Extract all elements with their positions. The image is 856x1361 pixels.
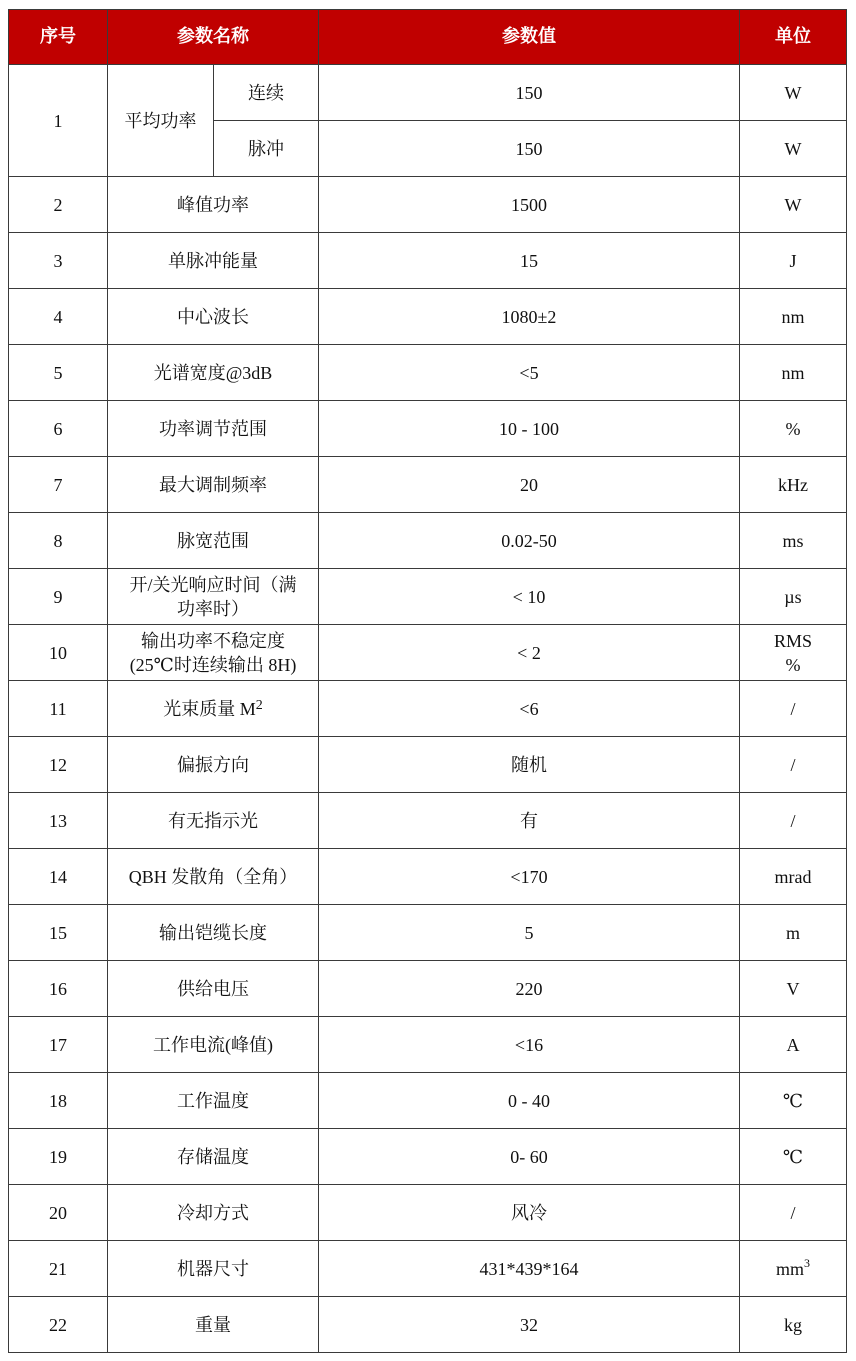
row-name: 单脉冲能量 bbox=[108, 233, 319, 289]
table-row bbox=[9, 345, 847, 401]
row-name: 峰值功率 bbox=[108, 177, 319, 233]
row-name: 输出铠缆长度 bbox=[108, 905, 319, 961]
table-row bbox=[9, 1017, 847, 1073]
row-name-line: 开/关光响应时间（满 bbox=[129, 574, 297, 595]
spec-table bbox=[8, 9, 847, 1353]
row-unit-line: RMS bbox=[773, 630, 813, 651]
row-name: 偏振方向 bbox=[108, 737, 319, 793]
table-row bbox=[9, 737, 847, 793]
row-value: 150 bbox=[319, 121, 740, 177]
row-unit: m bbox=[740, 905, 847, 961]
table-row bbox=[9, 289, 847, 345]
row-name: 重量 bbox=[108, 1297, 319, 1353]
table-row bbox=[9, 793, 847, 849]
table-row bbox=[9, 905, 847, 961]
row-unit: nm bbox=[740, 289, 847, 345]
row-unit: / bbox=[740, 1185, 847, 1241]
row-unit bbox=[740, 625, 847, 681]
row-name: 工作温度 bbox=[108, 1073, 319, 1129]
row-index: 17 bbox=[9, 1017, 108, 1073]
row-index: 5 bbox=[9, 345, 108, 401]
row-index: 12 bbox=[9, 737, 108, 793]
row-value: 1080±2 bbox=[319, 289, 740, 345]
row-name: 冷却方式 bbox=[108, 1185, 319, 1241]
row-value: 20 bbox=[319, 457, 740, 513]
row-name: 最大调制频率 bbox=[108, 457, 319, 513]
row-name: QBH 发散角（全角） bbox=[108, 849, 319, 905]
row-name-line: (25℃时连续输出 8H) bbox=[129, 654, 297, 675]
row-value: 15 bbox=[319, 233, 740, 289]
header-unit: 单位 bbox=[740, 10, 847, 65]
row-value: 10 - 100 bbox=[319, 401, 740, 457]
row-value: 有 bbox=[319, 793, 740, 849]
row-name: 存储温度 bbox=[108, 1129, 319, 1185]
row-unit-text: mm bbox=[775, 1258, 804, 1279]
row-unit: nm bbox=[740, 345, 847, 401]
row-value: <6 bbox=[319, 681, 740, 737]
row-unit: kg bbox=[740, 1297, 847, 1353]
row-unit: / bbox=[740, 793, 847, 849]
row-unit: ℃ bbox=[740, 1129, 847, 1185]
row-subname: 脉冲 bbox=[214, 121, 319, 177]
row-index: 3 bbox=[9, 233, 108, 289]
row-name: 工作电流(峰值) bbox=[108, 1017, 319, 1073]
row-value: 32 bbox=[319, 1297, 740, 1353]
row-unit bbox=[740, 1241, 847, 1297]
header-row bbox=[9, 10, 847, 65]
row-value: 1500 bbox=[319, 177, 740, 233]
row-index: 7 bbox=[9, 457, 108, 513]
row-name: 功率调节范围 bbox=[108, 401, 319, 457]
row-value: < 10 bbox=[319, 569, 740, 625]
row-index: 2 bbox=[9, 177, 108, 233]
row-unit: A bbox=[740, 1017, 847, 1073]
row-name-superscript: 2 bbox=[255, 697, 263, 713]
row-unit-superscript: 3 bbox=[804, 1255, 810, 1270]
table-row bbox=[9, 1185, 847, 1241]
row-name-line: 输出功率不稳定度 bbox=[141, 630, 285, 651]
row-index: 8 bbox=[9, 513, 108, 569]
row-unit-line: % bbox=[785, 654, 801, 675]
row-name: 中心波长 bbox=[108, 289, 319, 345]
row-name bbox=[108, 681, 319, 737]
header-index: 序号 bbox=[9, 10, 108, 65]
row-name bbox=[108, 625, 319, 681]
row-unit: / bbox=[740, 737, 847, 793]
row-name: 供给电压 bbox=[108, 961, 319, 1017]
row-unit: ℃ bbox=[740, 1073, 847, 1129]
table-row bbox=[9, 457, 847, 513]
row-index: 16 bbox=[9, 961, 108, 1017]
row-value: <16 bbox=[319, 1017, 740, 1073]
row-index: 18 bbox=[9, 1073, 108, 1129]
row-unit: µs bbox=[740, 569, 847, 625]
table-row bbox=[9, 1129, 847, 1185]
table-row bbox=[9, 65, 847, 121]
row-value: 220 bbox=[319, 961, 740, 1017]
row-index: 1 bbox=[9, 65, 108, 177]
table-row bbox=[9, 513, 847, 569]
row-value: < 2 bbox=[319, 625, 740, 681]
row-unit: ms bbox=[740, 513, 847, 569]
table-row bbox=[9, 569, 847, 625]
table-row bbox=[9, 849, 847, 905]
row-unit: V bbox=[740, 961, 847, 1017]
row-index: 11 bbox=[9, 681, 108, 737]
row-name-line: 功率时） bbox=[177, 598, 249, 619]
table-row bbox=[9, 681, 847, 737]
row-index: 6 bbox=[9, 401, 108, 457]
row-index: 20 bbox=[9, 1185, 108, 1241]
row-value: 431*439*164 bbox=[319, 1241, 740, 1297]
row-unit: W bbox=[740, 65, 847, 121]
table-row bbox=[9, 1297, 847, 1353]
table-row bbox=[9, 961, 847, 1017]
row-unit: mrad bbox=[740, 849, 847, 905]
row-value: 0 - 40 bbox=[319, 1073, 740, 1129]
row-index: 14 bbox=[9, 849, 108, 905]
row-value: <170 bbox=[319, 849, 740, 905]
row-unit: W bbox=[740, 177, 847, 233]
row-value: 0.02-50 bbox=[319, 513, 740, 569]
row-unit: / bbox=[740, 681, 847, 737]
row-unit: % bbox=[740, 401, 847, 457]
row-name: 脉宽范围 bbox=[108, 513, 319, 569]
row-value: 150 bbox=[319, 65, 740, 121]
row-index: 4 bbox=[9, 289, 108, 345]
row-name: 有无指示光 bbox=[108, 793, 319, 849]
row-name: 平均功率 bbox=[108, 65, 214, 177]
row-index: 19 bbox=[9, 1129, 108, 1185]
row-unit: J bbox=[740, 233, 847, 289]
row-index: 22 bbox=[9, 1297, 108, 1353]
row-value: 风冷 bbox=[319, 1185, 740, 1241]
header-name: 参数名称 bbox=[108, 10, 319, 65]
row-index: 10 bbox=[9, 625, 108, 681]
row-index: 21 bbox=[9, 1241, 108, 1297]
row-name bbox=[108, 569, 319, 625]
row-index: 9 bbox=[9, 569, 108, 625]
row-value: <5 bbox=[319, 345, 740, 401]
row-value: 5 bbox=[319, 905, 740, 961]
row-value: 0- 60 bbox=[319, 1129, 740, 1185]
table-row bbox=[9, 177, 847, 233]
row-name: 光谱宽度@3dB bbox=[108, 345, 319, 401]
table-row bbox=[9, 1073, 847, 1129]
header-value: 参数值 bbox=[319, 10, 740, 65]
row-index: 13 bbox=[9, 793, 108, 849]
row-index: 15 bbox=[9, 905, 108, 961]
row-value: 随机 bbox=[319, 737, 740, 793]
row-subname: 连续 bbox=[214, 65, 319, 121]
row-unit: W bbox=[740, 121, 847, 177]
row-unit: kHz bbox=[740, 457, 847, 513]
row-name-text: 光束质量 M bbox=[163, 698, 256, 719]
table-row bbox=[9, 625, 847, 681]
table-row bbox=[9, 401, 847, 457]
row-name: 机器尺寸 bbox=[108, 1241, 319, 1297]
table-row bbox=[9, 233, 847, 289]
table-row bbox=[9, 1241, 847, 1297]
